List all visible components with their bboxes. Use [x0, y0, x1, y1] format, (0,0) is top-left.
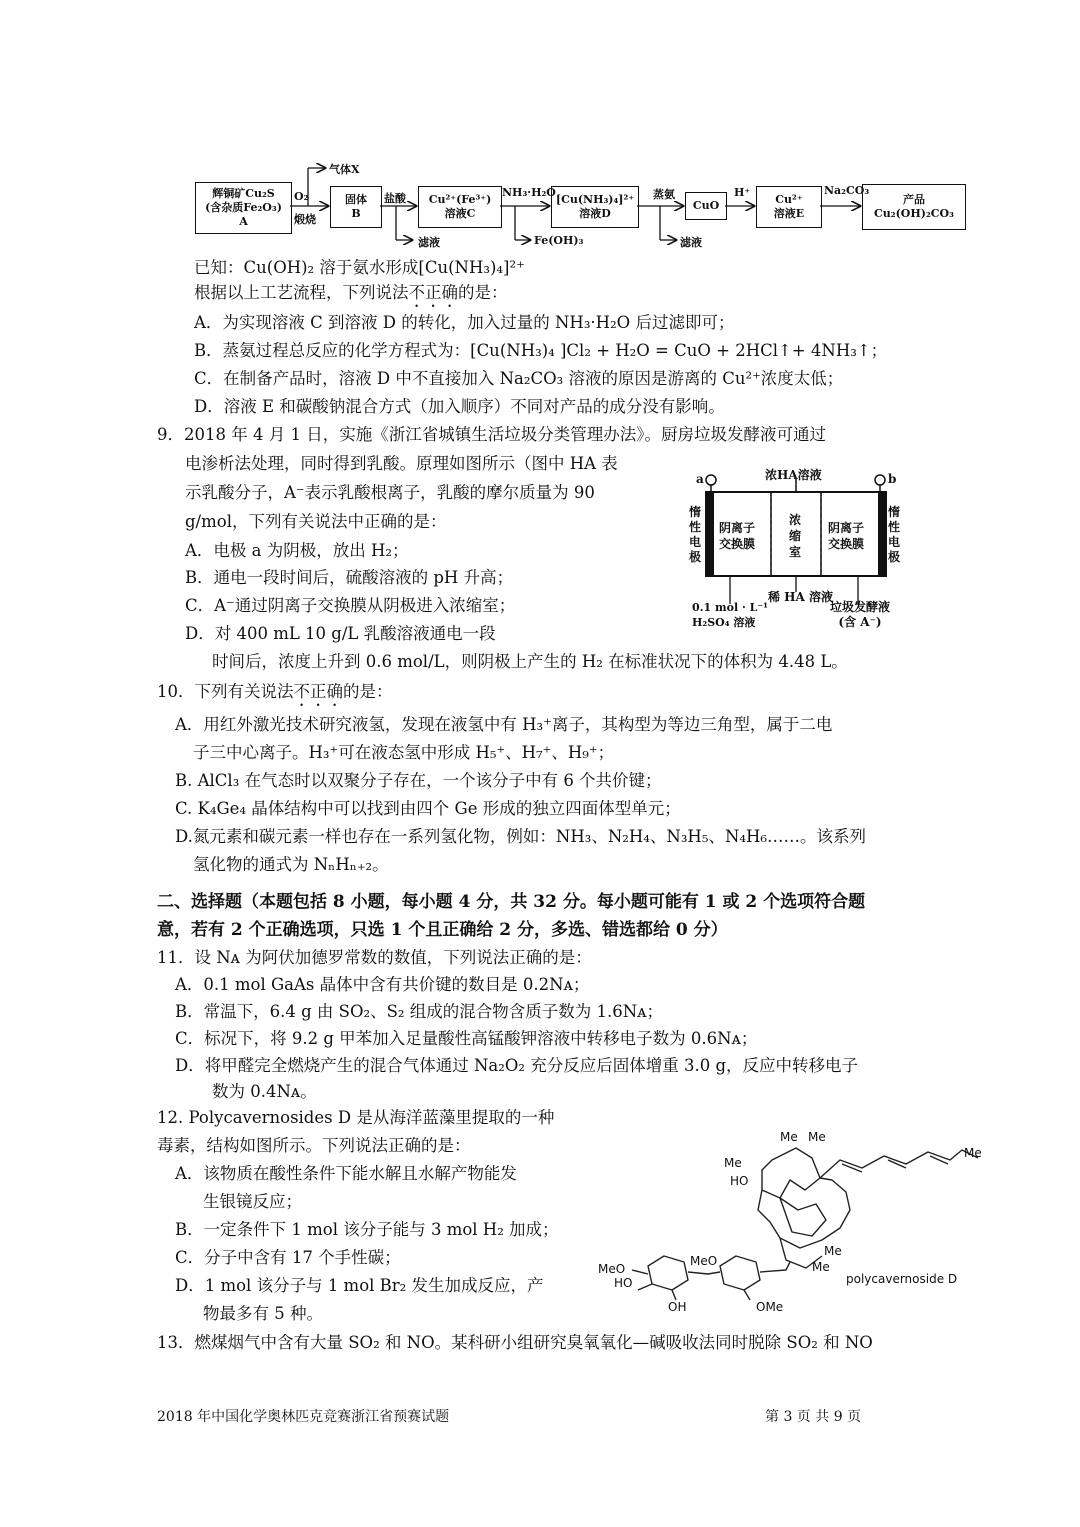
flow-box-product-line2: Cu₂(OH)₂CO₃ — [874, 207, 954, 220]
q9-option-c: C．A⁻通过阴离子交换膜从阴极进入浓缩室； — [185, 596, 516, 615]
mol-name: polycavernoside D — [846, 1272, 958, 1286]
q9-option-a: A．电极 a 为阴极，放出 H₂； — [185, 541, 409, 560]
flow-label-filtrate-2: 滤液 — [680, 236, 702, 249]
footer-title: 2018 年中国化学奥林匹克竞赛浙江省预赛试题 — [157, 1409, 450, 1425]
flow-box-product-line1: 产品 — [903, 193, 925, 206]
cell-left-bottom-l1: 0.1 mol · L⁻¹ — [692, 601, 768, 614]
q9-option-b: B．通电一段时间后，硫酸溶液的 pH 升高； — [185, 568, 514, 587]
mol-me-chain-end: Me — [964, 1146, 982, 1160]
cell-cation-membrane-l1: 阴离子 — [828, 521, 865, 535]
q12-option-d-line2: 物最多有 5 种。 — [203, 1304, 323, 1323]
q10-stem-emph: 不正确 — [293, 682, 343, 701]
flow-box-a-line2: (含杂质Fe₂O₃) — [205, 201, 282, 214]
q12-option-b: B．一定条件下 1 mol 该分子能与 3 mol H₂ 加成； — [175, 1220, 559, 1239]
cell-conc-room-l2: 缩 — [789, 529, 802, 543]
cell-left-electrode: 惰性电极 — [689, 505, 702, 564]
q10-option-b: B. AlCl₃ 在气态时以双聚分子存在，一个该分子中有 6 个共价键； — [175, 771, 662, 790]
flow-box-a-line3: A — [239, 215, 248, 228]
q10-stem-pre: 10．下列有关说法 — [157, 682, 294, 701]
q11-option-b: B．常温下，6.4 g 由 SO₂、S₂ 组成的混合物含质子数为 1.6Nᴀ； — [175, 1002, 664, 1021]
q10-option-d-line2: 氢化物的通式为 NₙHₙ₊₂。 — [193, 855, 389, 874]
q12-option-c: C．分子中含有 17 个手性碳； — [175, 1248, 401, 1267]
flow-label-o2: O₂ — [294, 190, 309, 203]
mol-ho: HO — [730, 1174, 749, 1188]
q8-option-a: A．为实现溶液 C 到溶液 D 的转化，加入过量的 NH₃·H₂O 后过滤即可； — [194, 313, 735, 332]
flow-label-filtrate-1: 滤液 — [418, 236, 440, 249]
cell-label-a: a — [696, 472, 704, 486]
q12-option-a-line2: 生银镜反应； — [203, 1192, 302, 1211]
flow-label-na2co3: Na₂CO₃ — [824, 184, 870, 197]
cell-conc-room-l3: 室 — [789, 545, 802, 559]
flow-box-d-line1: [Cu(NH₃)₄]²⁺ — [555, 193, 635, 206]
flow-box-a-line1: 辉铜矿Cu₂S — [212, 187, 275, 200]
q10-option-d-line1: D.氮元素和碳元素一样也存在一系列氢化物，例如：NH₃、N₂H₄、N₃H₅、N₄H₆……。该系列 — [175, 827, 866, 846]
q10-option-c: C. K₄Ge₄ 晶体结构中可以找到由四个 Ge 形成的独立四面体型单元； — [175, 799, 681, 818]
cell-label-b: b — [888, 472, 897, 486]
section2-heading-line2: 意，若有 2 个正确选项，只选 1 个且正确给 2 分，多选、错选都给 0 分） — [157, 920, 728, 940]
cell-left-bottom-l2: H₂SO₄ 溶液 — [692, 616, 756, 629]
mol-me-left: Me — [724, 1156, 742, 1170]
flow-label-hcl: 盐酸 — [384, 192, 406, 205]
flow-label-steam-ammonia: 蒸氨 — [653, 188, 675, 201]
cell-right-bottom-l1: 垃圾发酵液 — [830, 600, 891, 614]
cell-anion-membrane-l2: 交换膜 — [719, 537, 756, 551]
q10-stem-post: 的是： — [343, 682, 393, 701]
flow-box-e-line2: 溶液E — [773, 207, 805, 220]
q9-line1: 9．2018 年 4 月 1 日，实施《浙江省城镇生活垃圾分类管理办法》。厨房垃圾发酵液可通过 — [157, 425, 826, 444]
q8-stem-emph: 不正确 — [408, 283, 458, 302]
q8-stem-post: 的是： — [458, 283, 508, 302]
cell-right-electrode: 惰性电极 — [888, 505, 901, 564]
flow-label-nh3h2o: NH₃·H₂O — [502, 186, 556, 199]
flow-box-d-line2: 溶液D — [579, 207, 611, 220]
q10-option-a-line1: A．用红外激光技术研究液氢，发现在液氢中有 H₃⁺离子，其构型为等边三角型，属于二电 — [175, 715, 833, 734]
flow-box-b-line2: B — [351, 207, 361, 220]
cell-right-bottom-l2: (含 A⁻) — [838, 615, 882, 629]
q8-stem-pre: 根据以上工艺流程，下列说法 — [194, 283, 409, 302]
mol-me-top-1: Me — [780, 1130, 798, 1144]
flow-box-c-line1: Cu²⁺(Fe³⁺) — [428, 193, 492, 206]
q9-line4: g/mol，下列有关说法中正确的是： — [185, 512, 447, 531]
q9-line2: 电渗析法处理，同时得到乳酸。原理如图所示（图中 HA 表 — [185, 454, 618, 473]
flow-label-hplus: H⁺ — [734, 186, 751, 199]
q8-option-c: C．在制备产品时，溶液 D 中不直接加入 Na₂CO₃ 溶液的原因是游离的 Cu²⁺浓度太低； — [194, 369, 844, 388]
mol-meo-2: MeO — [690, 1254, 718, 1268]
flow-box-cuo-label: CuO — [692, 199, 720, 212]
q9-line3: 示乳酸分子，A⁻表示乳酸根离子，乳酸的摩尔质量为 90 — [185, 483, 595, 502]
q9-option-d-line2: 时间后，浓度上升到 0.6 mol/L，则阴极上产生的 H₂ 在标准状况下的体积为 4.48 L。 — [212, 652, 848, 671]
q11-stem: 11．设 Nᴀ 为阿伏加德罗常数的数值，下列说法正确的是： — [157, 948, 592, 967]
q11-option-c: C．标况下，将 9.2 g 甲苯加入足量酸性高锰酸钾溶液中转移电子数为 0.6Nᴀ； — [175, 1029, 758, 1048]
q10-option-a-line2: 子三中心离子。H₃⁺可在液态氢中形成 H₅⁺、H₇⁺、H₉⁺； — [193, 743, 615, 762]
mol-me-top-2: Me — [808, 1130, 826, 1144]
section2-heading-line1: 二、选择题（本题包括 8 小题，每小题 4 分，共 32 分。每小题可能有 1 或 2 个选项符合题 — [157, 892, 866, 912]
q9-option-d-line1: D．对 400 mL 10 g/L 乳酸溶液通电一段 — [185, 624, 496, 643]
q12-option-d-line1: D．1 mol 该分子与 1 mol Br₂ 发生加成反应，产 — [175, 1276, 544, 1295]
flow-label-feoh3: Fe(OH)₃ — [534, 234, 584, 247]
flow-box-e-line1: Cu²⁺ — [775, 193, 803, 206]
mol-me-lower-1: Me — [824, 1244, 842, 1258]
cell-anion-membrane-l1: 阴离子 — [719, 521, 756, 535]
q8-option-d: D．溶液 E 和碳酸钠混合方式（加入顺序）不同对产品的成分没有影响。 — [194, 397, 725, 416]
mol-meo-1: MeO — [598, 1262, 626, 1276]
q11-option-d-line1: D．将甲醛完全燃烧产生的混合气体通过 Na₂O₂ 充分反应后固体增重 3.0 g，反应中转移电子 — [175, 1056, 859, 1075]
q11-option-d-line2: 数为 0.4Nᴀ。 — [212, 1082, 317, 1101]
cell-cation-membrane-l2: 交换膜 — [828, 537, 865, 551]
q12-line2: 毒素，结构如图所示。下列说法正确的是： — [157, 1136, 471, 1155]
cell-dilute-label: 稀 HA 溶液 — [768, 590, 834, 604]
mol-me-lower-2: Me — [812, 1260, 830, 1274]
flow-label-gas-x: 气体X — [329, 163, 360, 176]
q13-line1: 13．燃煤烟气中含有大量 SO₂ 和 NO。某科研小组研究臭氧氧化—碱吸收法同时脱除 SO₂ 和 NO — [157, 1333, 873, 1352]
q12-option-a-line1: A．该物质在酸性条件下能水解且水解产物能发 — [175, 1164, 517, 1183]
cell-conc-room-l1: 浓 — [789, 513, 802, 527]
footer-page-number: 第 3 页 共 9 页 — [765, 1409, 862, 1425]
q8-known: 已知：Cu(OH)₂ 溶于氨水形成[Cu(NH₃)₄]²⁺ — [194, 258, 525, 277]
flow-box-b-line1: 固体 — [345, 193, 367, 206]
mol-oh: OH — [668, 1300, 687, 1314]
cell-label-top: 浓HA溶液 — [765, 468, 822, 482]
q11-option-a: A．0.1 mol GaAs 晶体中含有共价键的数目是 0.2Nᴀ； — [175, 975, 590, 994]
flow-label-calcine: 煅烧 — [294, 213, 316, 226]
mol-ho-2: HO — [614, 1276, 633, 1290]
q12-line1: 12. Polycavernosides D 是从海洋蓝藻里提取的一种 — [157, 1108, 555, 1127]
mol-ome: OMe — [756, 1300, 784, 1314]
q8-option-b: B．蒸氨过程总反应的化学方程式为：[Cu(NH₃)₄ ]Cl₂ + H₂O = CuO + 2HCl↑+ 4NH₃↑； — [194, 341, 888, 360]
flow-box-c-line2: 溶液C — [444, 207, 476, 220]
